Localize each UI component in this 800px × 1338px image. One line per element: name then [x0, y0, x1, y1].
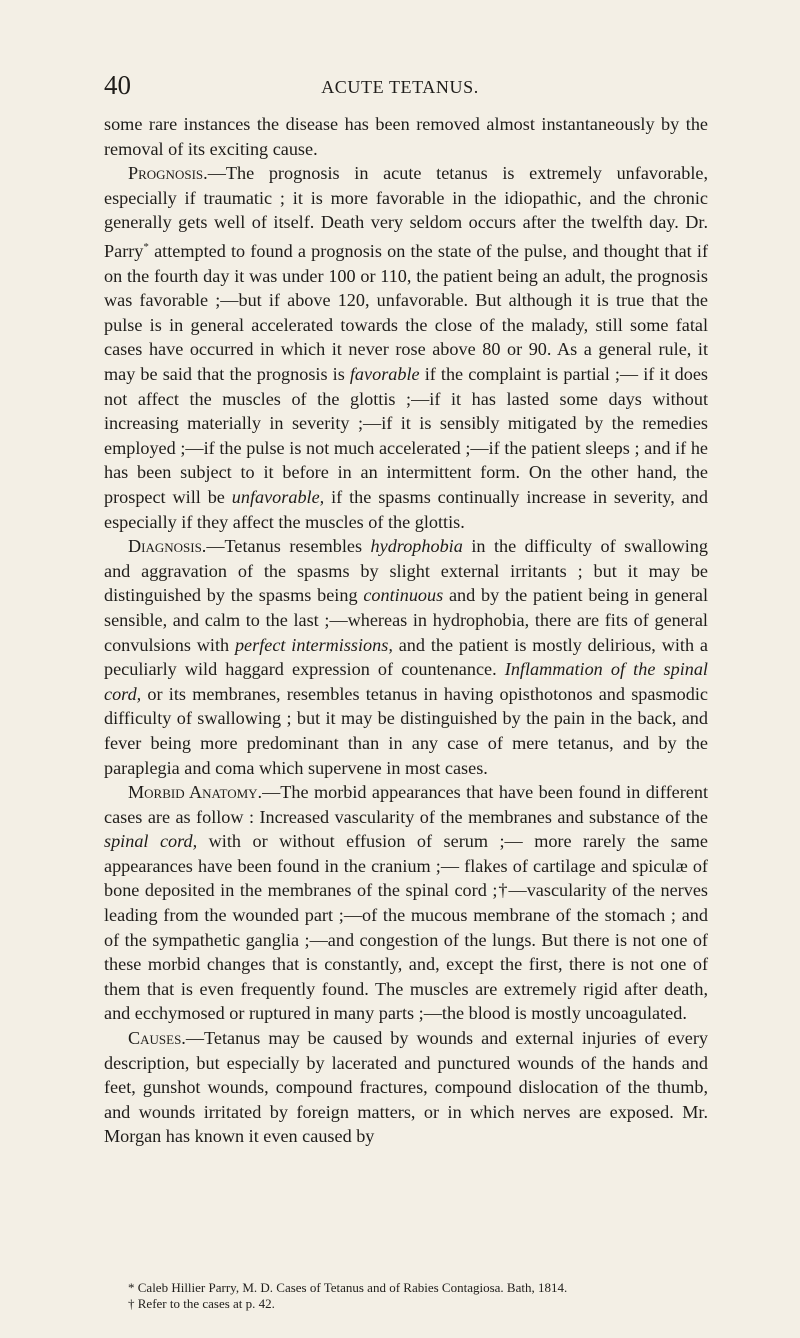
- italic-term: unfavorable,: [231, 486, 325, 507]
- section-heading-morbid-anatomy: Morbid Anatomy.: [128, 782, 263, 803]
- paragraph-diagnosis: [104, 534, 708, 780]
- footnote-marker: †: [497, 880, 509, 901]
- text-segment: if the spasms continually increase in severity, and especially if they affect the muscles of the glottis.: [104, 486, 708, 532]
- italic-term: spinal cord,: [104, 831, 198, 852]
- text-segment: or its membranes, resembles tetanus in having opisthotonos and spasmodic difficulty of swallowing ; but it may be distinguished by the pain in the back, and fever being more predominant than in any case of mere tetanus, and by the paraplegia and coma which supervene in most cases.: [104, 683, 708, 778]
- section-heading-prognosis: Prognosis.: [128, 163, 208, 184]
- text-segment: with or without effusion of serum ;— more rarely the same appearances have been found in the cranium ;— flakes of cartilage and spiculæ of bone deposited in the membranes of the spinal cord ;: [104, 831, 709, 901]
- running-title: ACUTE TETANUS.: [321, 77, 479, 97]
- italic-term: Inflammation of the spinal cord,: [104, 659, 708, 704]
- text-segment: —The prognosis in acute tetanus is extremely unfavorable, especially if traumatic ; it is more favorable in the idiopathic, and the chronic generally gets well of itself. Death very seldom occurs after the twelfth day. Dr. Parry: [104, 163, 708, 262]
- text-segment: —Tetanus resembles: [206, 536, 371, 557]
- text-segment: —Tetanus may be caused by wounds and external injuries of every description, but especially by lacerated and punctured wounds of the hands and feet, gunshot wounds, compound fractures, compound dislocation of the thumb, and wounds irritated by foreign matters, or in which nerves are exposed. Mr. Morgan has known it even caused by: [104, 1028, 708, 1147]
- paragraph-text: some rare instances the disease has been removed almost instantaneously by the removal of its exciting cause.: [104, 114, 708, 159]
- section-heading-diagnosis: Diagnosis.: [128, 536, 207, 557]
- page-number: 40: [104, 70, 131, 100]
- text-segment: and the patient is mostly delirious, with a peculiarly wild haggard expression of countenance.: [104, 634, 708, 680]
- footnotes: [104, 1280, 708, 1312]
- text-segment: —vascularity of the nerves leading from the wounded part ;—of the mucous membrane of the stomach ; and of the sympathetic ganglia ;—and congestion of the lungs. But there is not one of these morbid changes that is constantly, and, except the first, there is not one of them that is even frequently found. The muscles are extremely rigid after death, and ecchymosed or ruptured in many parts ;—the blood is mostly uncoagulated.: [104, 880, 708, 1024]
- text-segment: and by the patient being in general sensible, and calm to the last ;—whereas in hydrophobia, there are fits of general convulsions with: [104, 585, 708, 655]
- text-segment: —The morbid appearances that have been found in different cases are as follow : Increased vascularity of the membranes and substance of the: [104, 782, 708, 827]
- text-segment: in the difficulty of swallowing and aggravation of the spasms by slight external irritants ; but it may be distinguished by the spasms being: [104, 536, 708, 606]
- italic-term: favorable: [349, 364, 420, 384]
- text-segment: if the complaint is partial ;— if it does not affect the muscles of the glottis ;—if it has lasted some days without increasing materially in severity ;—if it is sensibly mitigated by the remedies employed ;—if the pulse is not much accelerated ;—if the patient sleeps ; and if he has been subject to it before in an intermittent form. On the other hand, the prospect will be: [104, 364, 708, 507]
- italic-term: continuous: [363, 585, 444, 606]
- paragraph-prognosis: [104, 161, 708, 534]
- italic-term: perfect intermissions,: [234, 634, 393, 655]
- paragraph-causes: [104, 1026, 708, 1149]
- body-text: [104, 112, 708, 1149]
- footnote-2: † Refer to the cases at p. 42.: [128, 1296, 275, 1311]
- text-segment: attempted to found a prognosis on the state of the pulse, and thought that if on the fourth day it was under 100 or 110, the patient being an adult, the prognosis was favorable ;—but if above 120, unfavorable. But although it is true that the pulse is in general accelerated towards the close of the malady, still some fatal cases have occurred in which it never rose above 80 or 90. As a general rule, it may be said that the prognosis is: [104, 241, 708, 384]
- page-header: [104, 70, 696, 100]
- footnote-marker: *: [143, 240, 149, 253]
- section-heading-causes: Causes.: [128, 1028, 186, 1049]
- paragraph-morbid-anatomy: [104, 780, 708, 1026]
- italic-term: hydrophobia: [370, 536, 463, 557]
- footnote-1: * Caleb Hillier Parry, M. D. Cases of Tetanus and of Rabies Contagiosa. Bath, 1814.: [128, 1280, 568, 1295]
- paragraph-continuation: [104, 112, 708, 161]
